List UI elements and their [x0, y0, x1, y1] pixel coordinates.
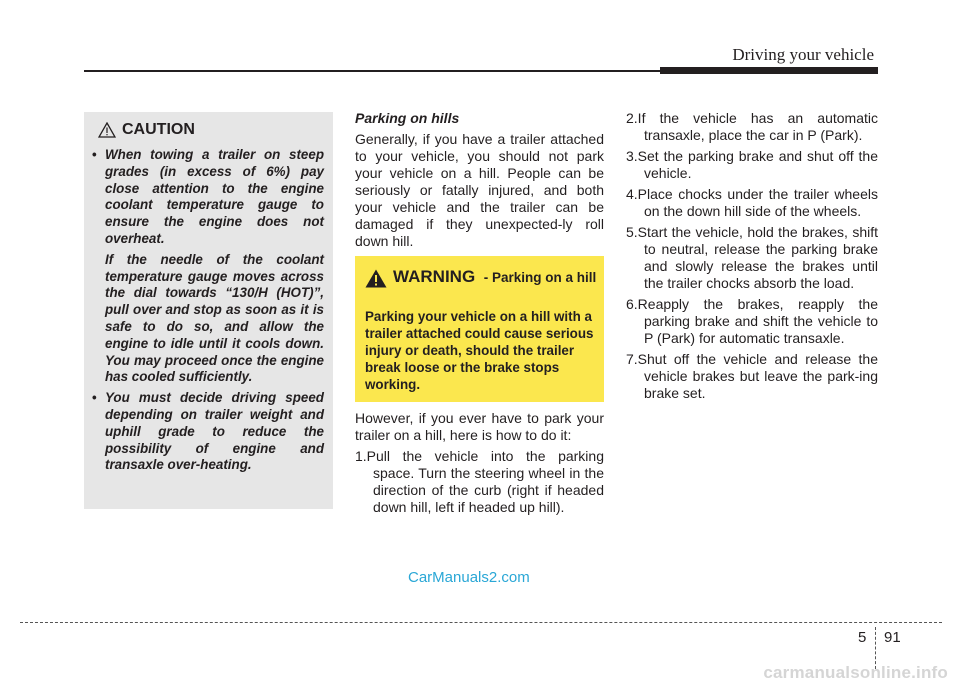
parking-however: However, if you ever have to park your trailer on a hill, here is how to do it:	[355, 410, 604, 443]
step-item: 4.Place chocks under the trailer wheels on the down hill side of the wheels.	[626, 186, 878, 219]
caution-item: • When towing a trailer on steep grades (in excess of 6%) pay close attention to the engine coolant temperature gauge to ensure the engine does not overheat.	[92, 147, 324, 246]
parking-steps-start	[355, 410, 604, 520]
warning-title: WARNING	[393, 267, 476, 286]
caution-item: If the needle of the coolant temperature gauge moves across the dial towards “130/H (HOT)”, pull over and stop as soon as it is safe to do so, and allow the engine to idle until it cools down. You may proceed once the engine has cooled sufficiently.	[105, 251, 324, 385]
steps-list-col3	[626, 110, 878, 402]
caution-title: CAUTION	[122, 121, 195, 138]
warning-box	[355, 256, 604, 402]
caution-body	[92, 147, 324, 474]
warning-subtitle: - Parking on a hill	[483, 270, 597, 285]
step-item: 1.Pull the vehicle into the parking space. Turn the steering wheel in the direction of the curb (right if headed down hill, left if headed up hill).	[355, 448, 604, 515]
warning-body: Parking your vehicle on a hill with a trailer attached could cause serious injury or death, should the trailer break loose or the brake stops working.	[365, 309, 594, 392]
site-watermark: carmanualsonline.info	[763, 663, 948, 682]
caution-item: • You must decide driving speed depending on trailer weight and uphill grade to reduce the possibility of engine and transaxle over-heating.	[92, 390, 324, 473]
page-number: 91	[884, 629, 901, 646]
parking-steps-continued	[626, 110, 878, 406]
warning-triangle-icon	[365, 269, 387, 293]
caution-box	[84, 112, 333, 509]
header-rule-thin	[84, 70, 660, 72]
step-item: 5.Start the vehicle, hold the brakes, shift to neutral, release the parking brake and slowly release the brakes until the trailer chocks absorb the load.	[626, 224, 878, 291]
footer-divider	[20, 622, 942, 623]
parking-intro: Generally, if you have a trailer attached to your vehicle, you should not park your vehicle on a hill. People can be seriously or fatally injured, and both your vehicle and the trailer can be damaged if they unexpected-ly roll down hill.	[355, 131, 604, 249]
step-item: 3.Set the parking brake and shut off the vehicle.	[626, 148, 878, 181]
parking-section	[355, 110, 604, 250]
caution-header	[98, 121, 195, 139]
steps-list-col2	[355, 448, 604, 516]
chapter-number: 5	[858, 629, 867, 646]
header-rule-thick	[660, 67, 878, 74]
section-title: Driving your vehicle	[732, 45, 874, 64]
step-item: 7.Shut off the vehicle and release the vehicle brakes but leave the park-ing brake set.	[626, 351, 878, 401]
caution-triangle-icon	[98, 122, 116, 138]
watermark-link[interactable]: CarManuals2.com	[408, 569, 530, 586]
step-item: 6.Reapply the brakes, reapply the parking brake and shift the vehicle to P (Park) for automatic transaxle.	[626, 296, 878, 346]
step-item: 2.If the vehicle has an automatic transaxle, place the car in P (Park).	[626, 110, 878, 143]
parking-heading: Parking on hills	[355, 110, 460, 126]
